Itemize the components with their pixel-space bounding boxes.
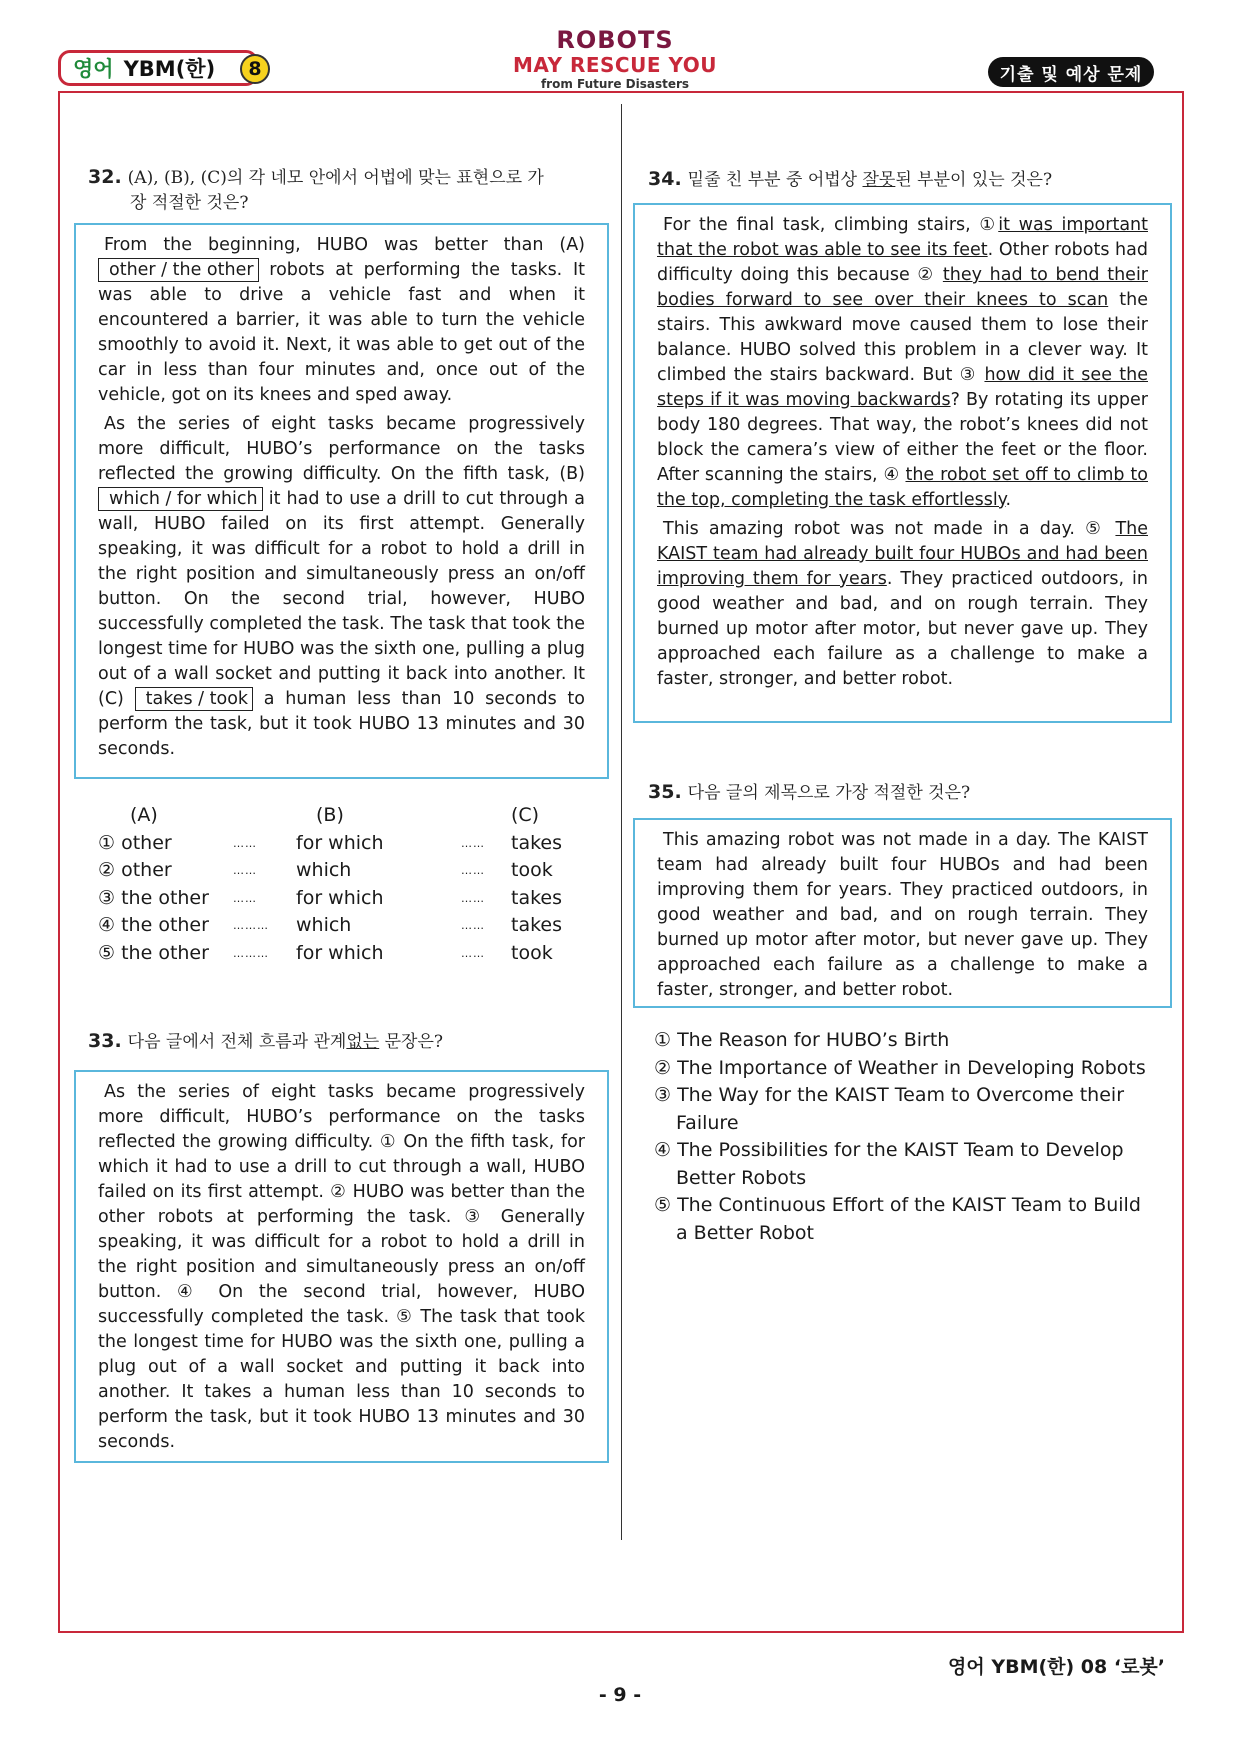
page-number: - 9 -: [598, 1684, 642, 1706]
col-header-c: (C): [511, 804, 540, 826]
option-c-value: takes: [511, 914, 563, 936]
passage-text: . Other robots had difficulty doing this because ②: [657, 240, 1148, 285]
option-dots: ……: [233, 864, 257, 877]
question-32-options: [98, 802, 571, 967]
option-dots: ……: [461, 946, 485, 960]
passage-text: . They practiced outdoors, in good weather and bad, and on rough terrain. They burned up motor after motor, but never gave up. They approached each failure as a challenge to make a faster, stronger, and better robot.: [657, 569, 1148, 689]
answer-option-4[interactable]: [98, 912, 571, 940]
option-c-value: takes: [511, 831, 563, 854]
question-33-number: 33.: [88, 1030, 122, 1052]
lesson-logo: [500, 28, 730, 90]
option-dots: ……: [461, 836, 485, 850]
option-a-value: the other: [121, 941, 209, 964]
passage-text: As the series of eight tasks became progressively more difficult, HUBO’s performance on the tasks reflected the growing difficulty. On the fifth task, (B): [98, 414, 585, 484]
question-34-text: 밑줄 친 부분 중 어법상: [687, 170, 863, 190]
choice-box-c: takes / took: [135, 687, 253, 711]
underlined-part-3: how did it see the steps if it was moving backwards: [657, 365, 1148, 410]
column-divider: [621, 104, 622, 1540]
options-header-row: [98, 802, 571, 830]
question-32-number: 32.: [88, 166, 122, 188]
option-a-value: other: [121, 831, 172, 854]
option-dots: ……: [233, 891, 257, 905]
answer-option-1[interactable]: [98, 830, 571, 858]
question-35-passage: This amazing robot was not made in a day. The KAIST team had already built four HUBOs and had been improving them for years. They practiced outdoors, in good weather and bad, and on rough terrain. They burned up motor after motor, but never gave up. They approached each failure as a challenge to make a faster, stronger, and better robot.: [657, 830, 1148, 1000]
passage-text: This amazing robot was not made in a day. ⑤: [663, 519, 1116, 539]
passage-text: From the beginning, HUBO was better than (A): [104, 235, 585, 255]
question-34-paragraph-2: [657, 517, 1148, 692]
option-c-value: took: [511, 941, 553, 964]
logo-line-1: ROBOTS: [556, 26, 674, 54]
option-dots: ………: [233, 919, 269, 932]
subject-label: 영어: [73, 57, 114, 81]
option-a-value: other: [121, 859, 172, 881]
answer-option-3[interactable]: ③ The Way for the KAIST Team to Overcome their Failure: [654, 1084, 1124, 1134]
option-number: ①: [98, 831, 116, 854]
option-a-value: the other: [121, 914, 209, 936]
option-dots: ……: [461, 864, 485, 877]
answer-option-5[interactable]: [98, 940, 571, 968]
question-33-passage: As the series of eight tasks became progressively more difficult, HUBO’s performance on the tasks reflected the growing difficulty. ① On the fifth task, for which it had to use a drill to cut through a wall, HUBO failed on its first attempt. ② HUBO was better than the other robots at performing the task. ③ Generally speaking, it was difficult for a robot to hold a drill in the right position and simultaneously press an on/off button. ④ On the second trial, however, HUBO successfully completed the task. ⑤ The task that took the longest time for HUBO was the sixth one, pulling a plug out of a wall socket and putting it back into another. It takes a human less than 10 seconds to perform the task, but it took HUBO 13 minutes and 30 seconds.: [98, 1082, 585, 1452]
question-34-heading: [648, 167, 1168, 193]
passage-text: it had to use a drill to cut through a wall, HUBO failed on its first attempt. Generally speaking, it was difficult for a robot to hold a drill in the right position and simultaneously press an on/off button. On the second trial, however, HUBO successfully completed the task. The task that took the longest time for HUBO was the sixth one, pulling a plug out of a wall socket and putting it back into another. It (C): [98, 489, 585, 709]
question-34-number: 34.: [648, 168, 682, 190]
question-32-paragraph-1: [98, 233, 585, 408]
question-35-passage-box: [633, 818, 1172, 1008]
passage-text: For the final task, climbing stairs, ①: [663, 215, 999, 235]
col-header-a: (A): [130, 804, 158, 826]
option-number: ③: [98, 886, 116, 909]
option-c-value: took: [511, 859, 553, 881]
question-32-paragraph-2: [98, 412, 585, 762]
question-35-heading: [648, 780, 1168, 806]
question-35-options: [654, 1027, 1154, 1247]
option-a-value: the other: [121, 886, 209, 909]
option-dots: ………: [233, 946, 269, 960]
question-32-text-line2: 장 적절한 것은?: [130, 193, 249, 213]
answer-option-2[interactable]: ② The Importance of Weather in Developing Robots: [654, 1056, 1146, 1079]
passage-text: ? By rotating its upper body 180 degrees. That way, the robot’s knees did not block the camera’s view of either the feet or the floor. After scanning the stairs, ④: [657, 390, 1148, 485]
answer-option-3[interactable]: [98, 885, 571, 913]
logo-line-2: MAY RESCUE YOU: [513, 53, 717, 77]
choice-box-a: other / the other: [98, 258, 259, 282]
footer-title: 영어 YBM(한) 08 ‘로봇’: [948, 1656, 1166, 1678]
question-34-text: 된 부분이 있는 것은?: [895, 170, 1053, 190]
question-34-paragraph-1: [657, 213, 1148, 513]
option-b-value: for which: [296, 941, 384, 964]
passage-text: .: [1005, 490, 1012, 510]
question-32-heading: [88, 165, 588, 216]
answer-option-5[interactable]: ⑤ The Continuous Effort of the KAIST Team to Build a Better Robot: [654, 1194, 1141, 1244]
option-number: ⑤: [98, 941, 116, 964]
option-b-value: which: [296, 859, 352, 881]
logo-line-3: from Future Disasters: [540, 77, 690, 91]
option-number: ④: [98, 914, 116, 936]
exam-type-label: 기출 및 예상 문제: [988, 57, 1154, 87]
question-33-passage-box: [74, 1070, 609, 1463]
option-b-value: for which: [296, 886, 384, 909]
question-33-text: 문장은?: [379, 1032, 444, 1052]
passage-text: the stairs. This awkward move caused them to lose their balance. HUBO solved this problem in a clever way. It climbed the stairs backward. But ③: [657, 290, 1148, 385]
question-32-text-line1: (A), (B), (C)의 각 네모 안에서 어법에 맞는 표현으로 가: [127, 168, 544, 188]
option-b-value: which: [296, 914, 352, 936]
question-35-number: 35.: [648, 781, 682, 803]
answer-option-1[interactable]: ① The Reason for HUBO’s Birth: [654, 1029, 950, 1051]
answer-option-2[interactable]: [98, 857, 571, 885]
underlined-part-4: the robot set off to climb to the top, completing the task effortlessly: [657, 465, 1148, 510]
question-33-heading: [88, 1029, 608, 1055]
question-35-text: 다음 글의 제목으로 가장 적절한 것은?: [687, 783, 971, 803]
underlined-part-2: they had to bend their bodies forward to see over their knees to scan: [657, 265, 1148, 310]
underlined-part-5: The KAIST team had already built four HUBOs and had been improving them for years: [657, 519, 1148, 589]
option-number: ②: [98, 859, 116, 881]
underlined-part-1: it was important that the robot was able to see its feet: [657, 215, 1148, 260]
option-dots: ……: [461, 891, 485, 905]
answer-option-4[interactable]: ④ The Possibilities for the KAIST Team to Develop Better Robots: [654, 1139, 1124, 1189]
question-32-passage-box: [74, 223, 609, 779]
choice-box-b: which / for which: [98, 487, 263, 511]
option-dots: ……: [233, 836, 257, 850]
question-34-passage-box: [633, 203, 1172, 723]
passage-text: robots at performing the tasks. It was able to drive a vehicle fast and when it encountered a barrier, it was able to turn the vehicle smoothly to avoid it. Next, it was able to get out of the car in less than four minutes and, once out of the vehicle, got on its knees and sped away.: [98, 260, 585, 405]
option-b-value: for which: [296, 831, 384, 854]
col-header-b: (B): [316, 804, 344, 826]
question-33-text: 다음 글에서 전체 흐름과 관계: [127, 1032, 347, 1052]
question-33-emphasis: 없는: [346, 1032, 380, 1052]
publisher-label: YBM(한): [123, 57, 216, 81]
option-c-value: takes: [511, 886, 563, 909]
unit-number-badge: 8: [240, 54, 270, 84]
subject-badge: [58, 50, 258, 86]
passage-text: a human less than 10 seconds to perform the task, but it took HUBO 13 minutes and 30 seconds.: [98, 689, 585, 759]
question-34-emphasis: 잘못: [862, 170, 896, 190]
option-dots: ……: [461, 919, 485, 932]
